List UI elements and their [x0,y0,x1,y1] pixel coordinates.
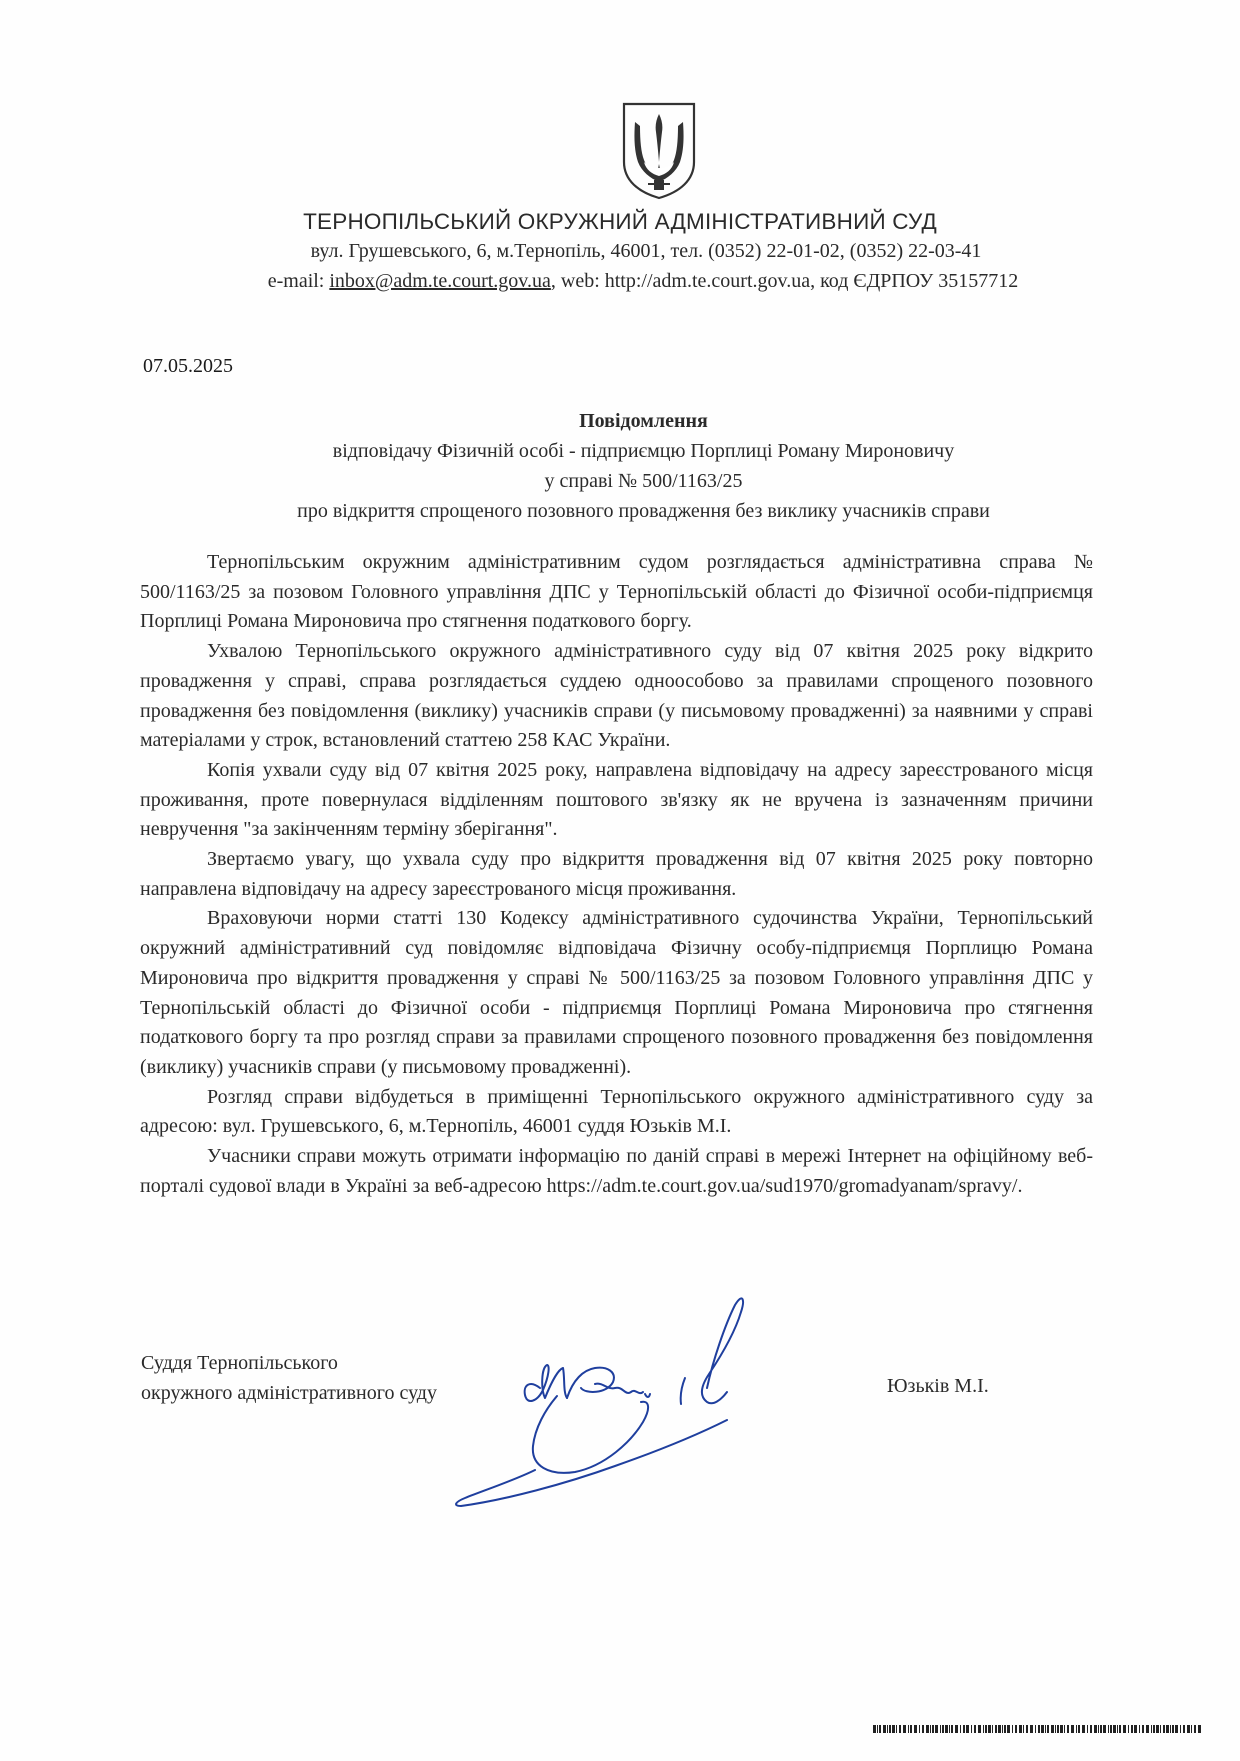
barcode-bar [896,1725,897,1733]
barcode-bar [1123,1725,1126,1733]
barcode-bar [1064,1725,1065,1733]
barcode-bar [1110,1725,1112,1733]
barcode-bar [1035,1725,1036,1733]
notice-title: Повідомлення [579,410,708,432]
barcode-bar [930,1725,931,1733]
body-paragraph: Тернопільським окружним адміністративним судом розглядається адміністративна справа № 500/1163/25 за позовом Головного управління ДПС у Тернопільській області до Фізичної особи-підприємця Порплиці Романа Мироновича про стягнення податкового боргу. [140,551,1093,633]
barcode-bar [1153,1725,1155,1733]
notice-case-number: у справі № 500/1163/25 [544,470,743,492]
barcode-bar [983,1725,984,1733]
barcode-bar [1194,1725,1196,1733]
barcode-bar [963,1725,965,1733]
body-paragraph: Ухвалою Тернопільського окружного адміністративного суду від 07 квітня 2025 року відкрито провадження у справі, справа розглядається суддею одноособово за правилами спрощеного позовного провадження без повідомлення (виклику) учасників справи (у письмовому провадженні) за наявними у справі матеріалами у строк, встановлений статтею 258 КАС України. [140,640,1093,752]
barcode-bar [1045,1725,1046,1733]
barcode-bar [966,1725,969,1733]
body-paragraph: Звертаємо увагу, що ухвала суду про відкриття провадження від 07 квітня 2025 року повторно направлена відповідачу на адресу зареєстрованого місця проживання. [140,848,1093,900]
barcode-bar [1191,1725,1192,1733]
barcode-bar [1163,1725,1165,1733]
barcode-bar [873,1725,876,1733]
signatory-position-line: Суддя Тернопільського [141,1352,338,1374]
court-name: ТЕРНОПІЛЬСЬКИЙ ОКРУЖНИЙ АДМІНІСТРАТИВНИЙ СУД [303,209,937,234]
barcode-bar [942,1725,944,1733]
barcode-bar [1119,1725,1121,1733]
document-date: 07.05.2025 [143,355,233,377]
barcode-bar [1156,1725,1159,1733]
barcode-bar [883,1725,886,1733]
barcode-bar [932,1725,934,1733]
barcode-bar [935,1725,938,1733]
barcode-bar [1087,1725,1088,1733]
barcode-bar [1067,1725,1069,1733]
barcode-bar [1160,1725,1161,1733]
court-address: вул. Грушевського, 6, м.Тернопіль, 46001, тел. (0352) 22-01-02, (0352) 22-03-41 [310,240,982,262]
notice-body [140,548,1093,1201]
barcode-bar [985,1725,987,1733]
barcode-bar [1019,1725,1022,1733]
barcode-bar [1012,1725,1013,1733]
notice-subject: про відкриття спрощеного позовного провадження без виклику учасників справи [297,500,990,522]
barcode-bar [1172,1725,1174,1733]
barcode-bar [1103,1725,1106,1733]
barcode-bar [1180,1725,1181,1733]
barcode-bar [1187,1725,1190,1733]
email-link[interactable]: inbox@adm.te.court.gov.ua [329,270,551,292]
barcode-bar [1038,1725,1040,1733]
barcode-bar [1071,1725,1074,1733]
barcode-bar [1113,1725,1116,1733]
barcode-bar [951,1725,953,1733]
barcode-bar [1166,1725,1169,1733]
barcode-bar [914,1725,917,1733]
barcode-bar [988,1725,991,1733]
barcode-bar [1023,1725,1024,1733]
barcode-bar [1139,1725,1140,1733]
notice-recipient: відповідачу Фізичній особі - підприємцю Порплиці Роману Мироновичу [332,440,955,462]
barcode-bar [949,1725,950,1733]
barcode-bar [955,1725,958,1733]
barcode-bar [1117,1725,1118,1733]
signatory-name: Юзьків М.І. [887,1375,989,1397]
barcode-bar [908,1725,909,1733]
barcode-bar [1134,1725,1137,1733]
body-paragraph: Враховуючи норми статті 130 Кодексу адміністративного судочинства України, Тернопільський окружний адміністративний суд повідомляє відповідача Фізичну особу-підприємця Порплицю Романа Мироновича про відкриття провадження у справі № 500/1163/25 за позовом Головного управління ДПС у Тернопільській області до Фізичної особи - підприємця Порплиці Романа Мироновича про стягнення податкового боргу та про розгляд справи за правилами спрощеного позовного провадження без повідомлення (виклику) учасників справи (у письмовому провадженні). [140,907,1093,1078]
barcode-bar [998,1725,1001,1733]
barcode-bar [1108,1725,1109,1733]
barcode-bar [1100,1725,1102,1733]
contacts-suffix: , web: http://adm.te.court.gov.ua, код ЄДРПОУ 35157712 [550,270,1019,292]
signatory-position [141,1348,437,1408]
barcode-bar [892,1725,895,1733]
barcode-bar [899,1725,901,1733]
barcode-bar [992,1725,993,1733]
barcode-bar [1170,1725,1171,1733]
barcode-bar [1041,1725,1044,1733]
barcode-bar [889,1725,891,1733]
barcode-bar [1198,1725,1201,1733]
barcode-bar [879,1725,881,1733]
barcode-bar [1004,1725,1006,1733]
barcode-bar [919,1725,920,1733]
barcode-bar [1142,1725,1144,1733]
court-contacts [0,270,1240,293]
barcode-bar [1078,1725,1080,1733]
barcode-bar [1175,1725,1178,1733]
barcode-bar [1151,1725,1152,1733]
barcode-bar [887,1725,888,1733]
body-paragraph: Розгляд справи відбудеться в приміщенні Тернопільського окружного адміністративного суду за адресою: вул. Грушевського, 6, м.Тернопіль, 46001 суддя Юзьків М.І. [140,1085,1093,1138]
barcode-bar [1007,1725,1010,1733]
barcode-bar [1030,1725,1033,1733]
barcode-bar [971,1725,972,1733]
barcode-bar [1002,1725,1003,1733]
barcode-bar [922,1725,924,1733]
barcode-bar [978,1725,981,1733]
barcode-bar [1090,1725,1092,1733]
body-paragraph: Учасники справи можуть отримати інформацію по даній справі в мережі Інтернет на офіційному веб-порталі судової влади в Україні за веб-адресою https://adm.te.court.gov.ua/sud1970/gromadyanam/spravy/. [140,1145,1093,1197]
barcode-bar [995,1725,997,1733]
trident-emblem-icon [620,100,698,200]
barcode-bar [974,1725,976,1733]
contacts-prefix: e-mail: [267,270,330,292]
barcode-bar [910,1725,912,1733]
barcode-bar [1055,1725,1056,1733]
barcode-bar [1146,1725,1149,1733]
barcode-bar [1082,1725,1085,1733]
barcode-bar [945,1725,948,1733]
handwritten-signature-icon [445,1270,875,1520]
barcode-bar [1047,1725,1049,1733]
barcode-bar [1057,1725,1059,1733]
barcode-bar [960,1725,961,1733]
barcode-bar [1183,1725,1185,1733]
barcode-bar [1131,1725,1133,1733]
barcode-bar [1076,1725,1077,1733]
barcode-strip-icon [873,1725,1203,1733]
barcode-bar [1128,1725,1129,1733]
barcode-bar [1094,1725,1097,1733]
barcode-bar [877,1725,878,1733]
barcode-bar [1051,1725,1054,1733]
barcode-bar [1060,1725,1063,1733]
barcode-bar [940,1725,941,1733]
barcode-bar [1098,1725,1099,1733]
barcode-bar [1015,1725,1017,1733]
barcode-bar [1026,1725,1028,1733]
signatory-position-line: окружного адміністративного суду [141,1382,437,1404]
barcode-bar [926,1725,929,1733]
body-paragraph: Копія ухвали суду від 07 квітня 2025 року, направлена відповідачу на адресу зареєстрованого місця проживання, проте повернулася відділенням поштового зв'язку як не вручена із зазначенням причини невручення "за закінченням терміну зберігання". [140,758,1093,841]
barcode-bar [903,1725,906,1733]
